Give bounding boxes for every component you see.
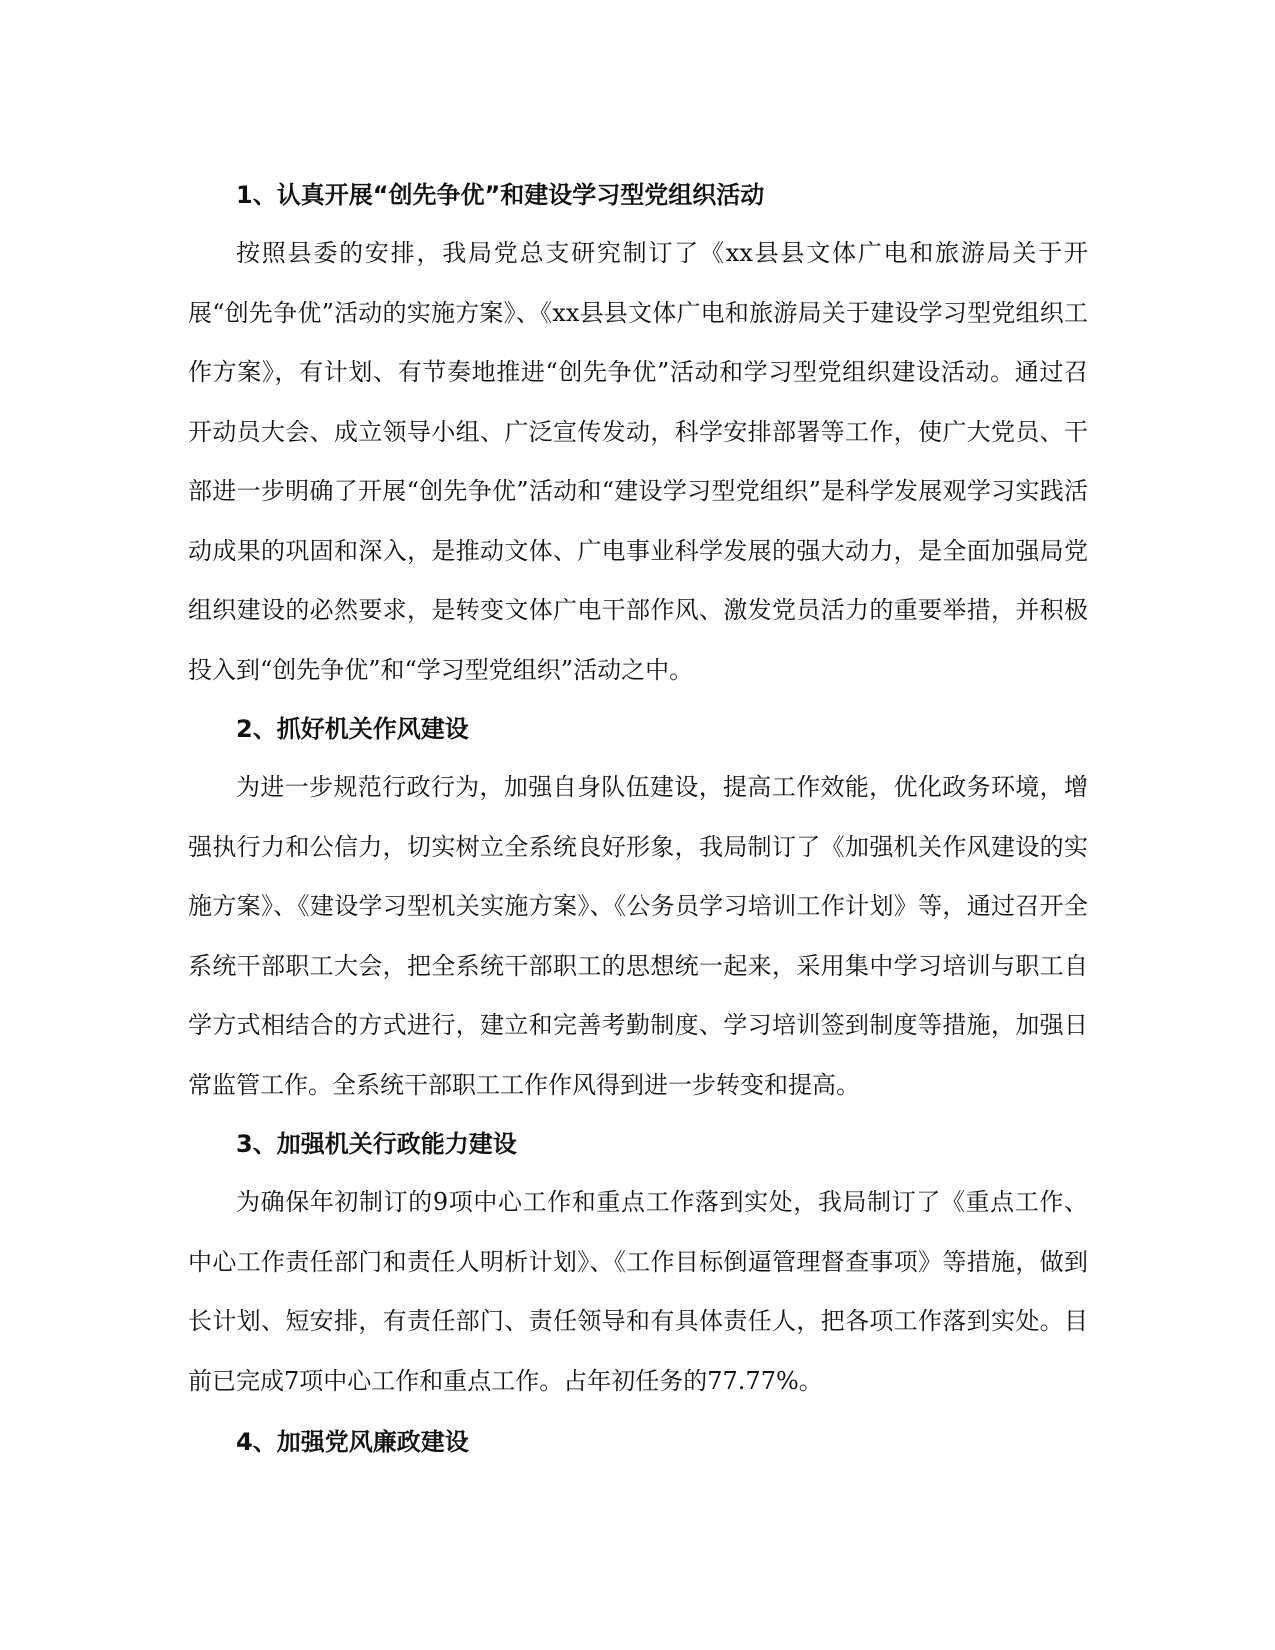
- section-1-heading: 1、认真开展“创先争优”和建设学习型党组织活动: [236, 181, 765, 209]
- document-page: [188, 166, 1088, 1471]
- section-4-heading: 4、加强党风廉政建设: [236, 1428, 469, 1456]
- section-3-body: 为确保年初制订的9项中心工作和重点工作落到实处，我局制订了《重点工作、中心工作责任部门和责任人明析计划》、《工作目标倒逼管理督查事项》等措施，做到长计划、短安排，有责任部门、责任领导和有具体责任人，把各项工作落到实处。目前已完成7项中心工作和重点工作。占年初任务的77.77%。: [188, 1188, 1088, 1395]
- section-2-heading: 2、抓好机关作风建设: [236, 715, 469, 743]
- section-1-body: 按照县委的安排，我局党总支研究制订了《xx县县文体广电和旅游局关于开展“创先争优”活动的实施方案》、《xx县县文体广电和旅游局关于建设学习型党组织工作方案》，有计划、有节奏地推进“创先争优”活动和学习型党组织建设活动。通过召开动员大会、成立领导小组、广泛宣传发动，科学安排部署等工作，使广大党员、干部进一步明确了开展“创先争优”活动和“建设学习型党组织”是科学发展观学习实践活动成果的巩固和深入，是推动文体、广电事业科学发展的强大动力，是全面加强局党组织建设的必然要求，是转变文体广电干部作风、激发党员活力的重要举措，并积极投入到“创先争优”和“学习型党组织”活动之中。: [188, 239, 1088, 684]
- section-2-body: 为进一步规范行政行为，加强自身队伍建设，提高工作效能，优化政务环境，增强执行力和公信力，切实树立全系统良好形象，我局制订了《加强机关作风建设的实施方案》、《建设学习型机关实施方案》、《公务员学习培训工作计划》等，通过召开全系统干部职工大会，把全系统干部职工的思想统一起来，采用集中学习培训与职工自学方式相结合的方式进行，建立和完善考勤制度、学习培训签到制度等措施，加强日常监管工作。全系统干部职工工作作风得到进一步转变和提高。: [188, 773, 1088, 1099]
- section-3-heading: 3、加强机关行政能力建设: [236, 1130, 517, 1158]
